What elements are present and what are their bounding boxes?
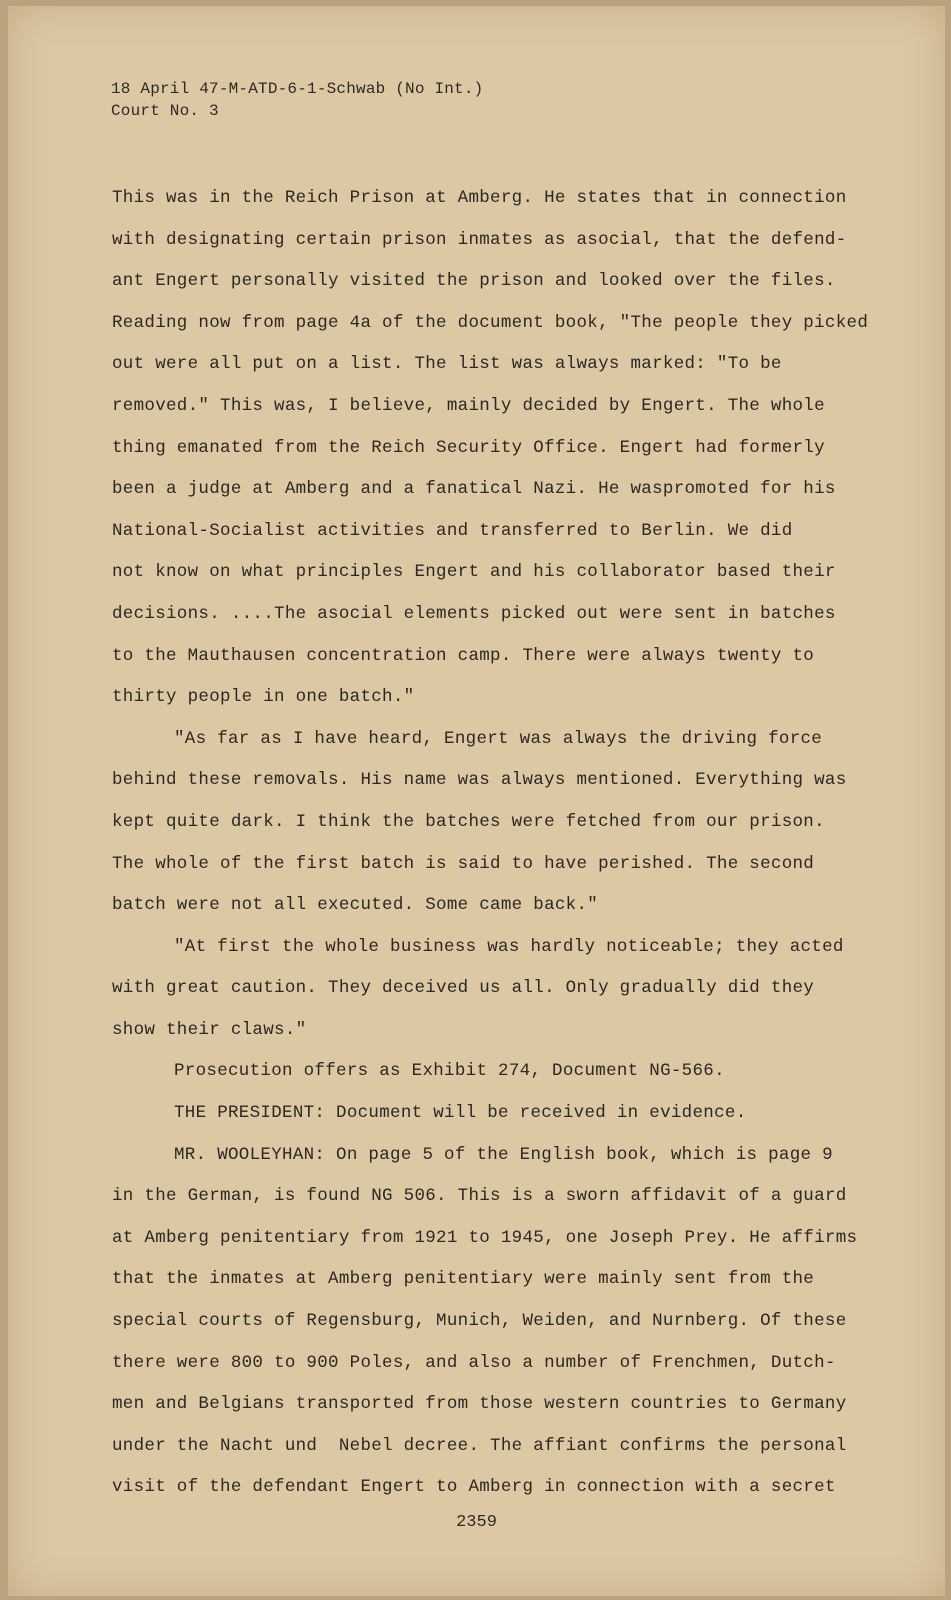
text-line: "As far as I have heard, Engert was always the driving force (174, 728, 823, 749)
text-line: decisions. ....The asocial elements picked out were sent in batches (112, 603, 836, 624)
text-line: batch were not all executed. Some came back." (112, 895, 599, 916)
text-line: with great caution. They deceived us all. Only gradually did they (112, 978, 815, 999)
header-reference-line: 18 April 47-M-ATD-6-1-Schwab (No Int.) (111, 80, 484, 98)
page-number: 2359 (456, 1513, 497, 1532)
text-line: been a judge at Amberg and a fanatical Nazi. He waspromoted for his (112, 479, 836, 500)
text-line: men and Belgians transported from those western countries to Germany (112, 1394, 847, 1415)
text-line: ant Engert personally visited the prison and looked over the files. (112, 271, 836, 292)
text-line: thirty people in one batch." (112, 687, 415, 708)
paragraph (112, 719, 847, 927)
text-line: MR. WOOLEYHAN: On page 5 of the English book, which is page 9 (174, 1144, 833, 1165)
text-line: under the Nacht und Nebel decree. The affiant confirms the personal (112, 1435, 847, 1456)
text-line: Prosecution offers as Exhibit 274, Document NG-566. (174, 1061, 725, 1082)
text-line: Reading now from page 4a of the document book, "The people they picked (112, 312, 869, 333)
text-line: show their claws." (112, 1019, 307, 1040)
text-line: not know on what principles Engert and his collaborator based their (112, 562, 836, 583)
text-line: thing emanated from the Reich Security Office. Engert had formerly (112, 437, 825, 458)
text-line: visit of the defendant Engert to Amberg in connection with a secret (112, 1477, 836, 1498)
text-line: in the German, is found NG 506. This is a sworn affidavit of a guard (112, 1186, 847, 1207)
paragraph (112, 927, 842, 1052)
text-line: there were 800 to 900 Poles, and also a number of Frenchmen, Dutch- (112, 1352, 836, 1373)
document-header (111, 78, 483, 122)
text-line: special courts of Regensburg, Munich, Weiden, and Nurnberg. Of these (112, 1311, 847, 1332)
text-line: The whole of the first batch is said to have perished. The second (112, 853, 815, 874)
paragraph (112, 1051, 842, 1093)
text-line: removed." This was, I believe, mainly decided by Engert. The whole (112, 395, 825, 416)
text-line: THE PRESIDENT: Document will be received in evidence. (174, 1103, 747, 1124)
document-page (8, 6, 945, 1596)
text-line: to the Mauthausen concentration camp. There were always twenty to (112, 645, 815, 666)
text-line: behind these removals. His name was always mentioned. Everything was (112, 770, 847, 791)
document-body (112, 178, 869, 1509)
text-line: kept quite dark. I think the batches were fetched from our prison. (112, 811, 825, 832)
text-line: "At first the whole business was hardly noticeable; they acted (174, 936, 844, 957)
text-line: This was in the Reich Prison at Amberg. He states that in connection (112, 188, 847, 208)
header-court-line: Court No. 3 (111, 102, 219, 120)
text-line: at Amberg penitentiary from 1921 to 1945, one Joseph Prey. He affirms (112, 1227, 858, 1248)
paragraph (112, 178, 869, 719)
text-line: National-Socialist activities and transferred to Berlin. We did (112, 520, 793, 541)
text-line: out were all put on a list. The list was always marked: "To be (112, 354, 782, 375)
text-line: that the inmates at Amberg penitentiary were mainly sent from the (112, 1269, 815, 1290)
paragraph (112, 1135, 858, 1509)
text-line: with designating certain prison inmates as asocial, that the defend- (112, 229, 847, 250)
paragraph (112, 1093, 842, 1135)
